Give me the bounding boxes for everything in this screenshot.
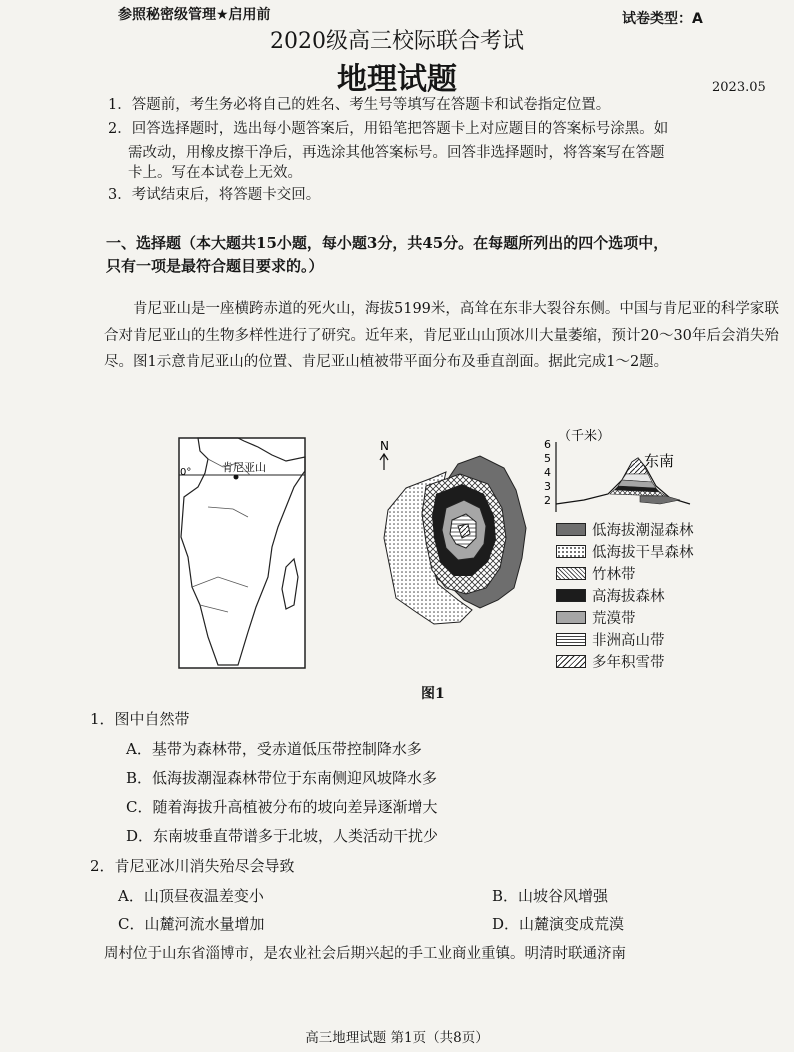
legend-label: 荒漠带: [592, 610, 636, 627]
legend-item: [556, 628, 786, 650]
legend-swatch: [556, 611, 586, 624]
legend-swatch: [556, 545, 586, 558]
kenya-mountain-label: 肯尼亚山: [222, 461, 266, 474]
q1-option-a: A．基带为森林带，受赤道低压带控制降水多: [126, 740, 422, 758]
y-tick-2: 2: [544, 494, 551, 507]
instruction-2-cont2: 卡上。写在本试卷上无效。: [128, 165, 302, 181]
legend-label: 多年积雪带: [592, 654, 665, 671]
legend-item: [556, 518, 786, 540]
y-tick-3: 3: [544, 480, 551, 493]
legend-label: 低海拔潮湿森林: [592, 522, 694, 539]
legend-item: [556, 540, 786, 562]
legend-swatch: [556, 655, 586, 668]
q1-option-b: B．低海拔潮湿森林带位于东南侧迎风坡降水多: [126, 769, 438, 787]
legend-label: 竹林带: [592, 566, 636, 583]
instruction-2: 2．回答选择题时，选出每小题答案后，用铅笔把答题卡上对应题目的答案标号涂黑。如: [108, 121, 669, 137]
legend-item: [556, 606, 786, 628]
question-1-stem: 1．图中自然带: [90, 710, 190, 728]
legend-item: [556, 562, 786, 584]
q2-option-a: A．山顶昼夜温差变小: [118, 887, 264, 905]
section-heading: [106, 232, 668, 278]
figure-caption: 图1: [421, 686, 445, 702]
section-heading-line2: 只有一项是最符合题目要求的。）: [106, 257, 324, 275]
legend-swatch: [556, 633, 586, 646]
q2-option-d: D．山麓演变成荒漠: [492, 915, 625, 933]
equator-label: 0°: [180, 467, 192, 478]
legend-label: 高海拔森林: [592, 588, 665, 605]
location-map: [178, 437, 306, 669]
instruction-1: 1．答题前，考生务必将自己的姓名、考生号等填写在答题卡和试卷指定位置。: [108, 97, 611, 113]
y-tick-4: 4: [544, 466, 551, 479]
instruction-2-cont: 需改动，用橡皮擦干净后，再选涂其他答案标号。回答非选择题时，将答案写在答题: [128, 145, 665, 161]
confidential-notice: 参照秘密级管理★启用前: [118, 7, 271, 23]
vertical-profile: [540, 428, 700, 520]
instruction-3: 3．考试结束后，将答题卡交回。: [108, 187, 321, 203]
legend-label: 低海拔干旱森林: [592, 544, 694, 561]
legend-swatch: [556, 567, 586, 580]
figure-legend: [556, 518, 786, 672]
subject-title: 地理试题: [337, 62, 457, 97]
y-tick-5: 5: [544, 452, 551, 465]
profile-direction: 东南: [644, 452, 675, 470]
exam-date: 2023.05: [712, 80, 766, 95]
legend-item: [556, 650, 786, 672]
paper-type: 试卷类型：A: [622, 11, 703, 27]
q1-option-d: D．东南坡垂直带谱多于北坡，人类活动干扰少: [126, 827, 439, 845]
vegetation-plan-map: [376, 438, 544, 628]
page-footer: 高三地理试题 第1页（共8页）: [305, 1030, 489, 1046]
legend-label: 非洲高山带: [592, 632, 665, 649]
q1-option-c: C．随着海拔升高植被分布的坡向差异逐渐增大: [126, 798, 438, 816]
q2-option-c: C．山麓河流水量增加: [118, 915, 265, 933]
y-tick-6: 6: [544, 438, 551, 451]
next-passage: 周村位于山东省淄博市，是农业社会后期兴起的手工业商业重镇。明清时联通济南: [104, 946, 626, 962]
exam-title: 2020级高三校际联合考试: [270, 29, 524, 54]
q2-option-b: B．山坡谷风增强: [492, 887, 609, 905]
legend-item: [556, 584, 786, 606]
legend-swatch: [556, 589, 586, 602]
north-label: N: [380, 439, 389, 453]
reading-passage: 肯尼亚山是一座横跨赤道的死火山，海拔5199米，高耸在东非大裂谷东侧。中国与肯尼亚的科学家联合对肯尼亚山的生物多样性进行了研究。近年来，肯尼亚山山顶冰川大量萎缩，预计20～30年后会消失殆尽。图1示意肯尼亚山的位置、肯尼亚山植被带平面分布及垂直剖面。据此完成1～2题。: [104, 301, 779, 370]
profile-y-ticks: [544, 438, 551, 507]
profile-unit: （千米）: [558, 429, 611, 444]
north-arrow-icon: [380, 454, 388, 470]
question-2-stem: 2．肯尼亚冰川消失殆尽会导致: [90, 857, 295, 875]
legend-swatch: [556, 523, 586, 536]
section-heading-line1: 一、选择题（本大题共15小题，每小题3分，共45分。在每题所列出的四个选项中，: [106, 234, 669, 252]
